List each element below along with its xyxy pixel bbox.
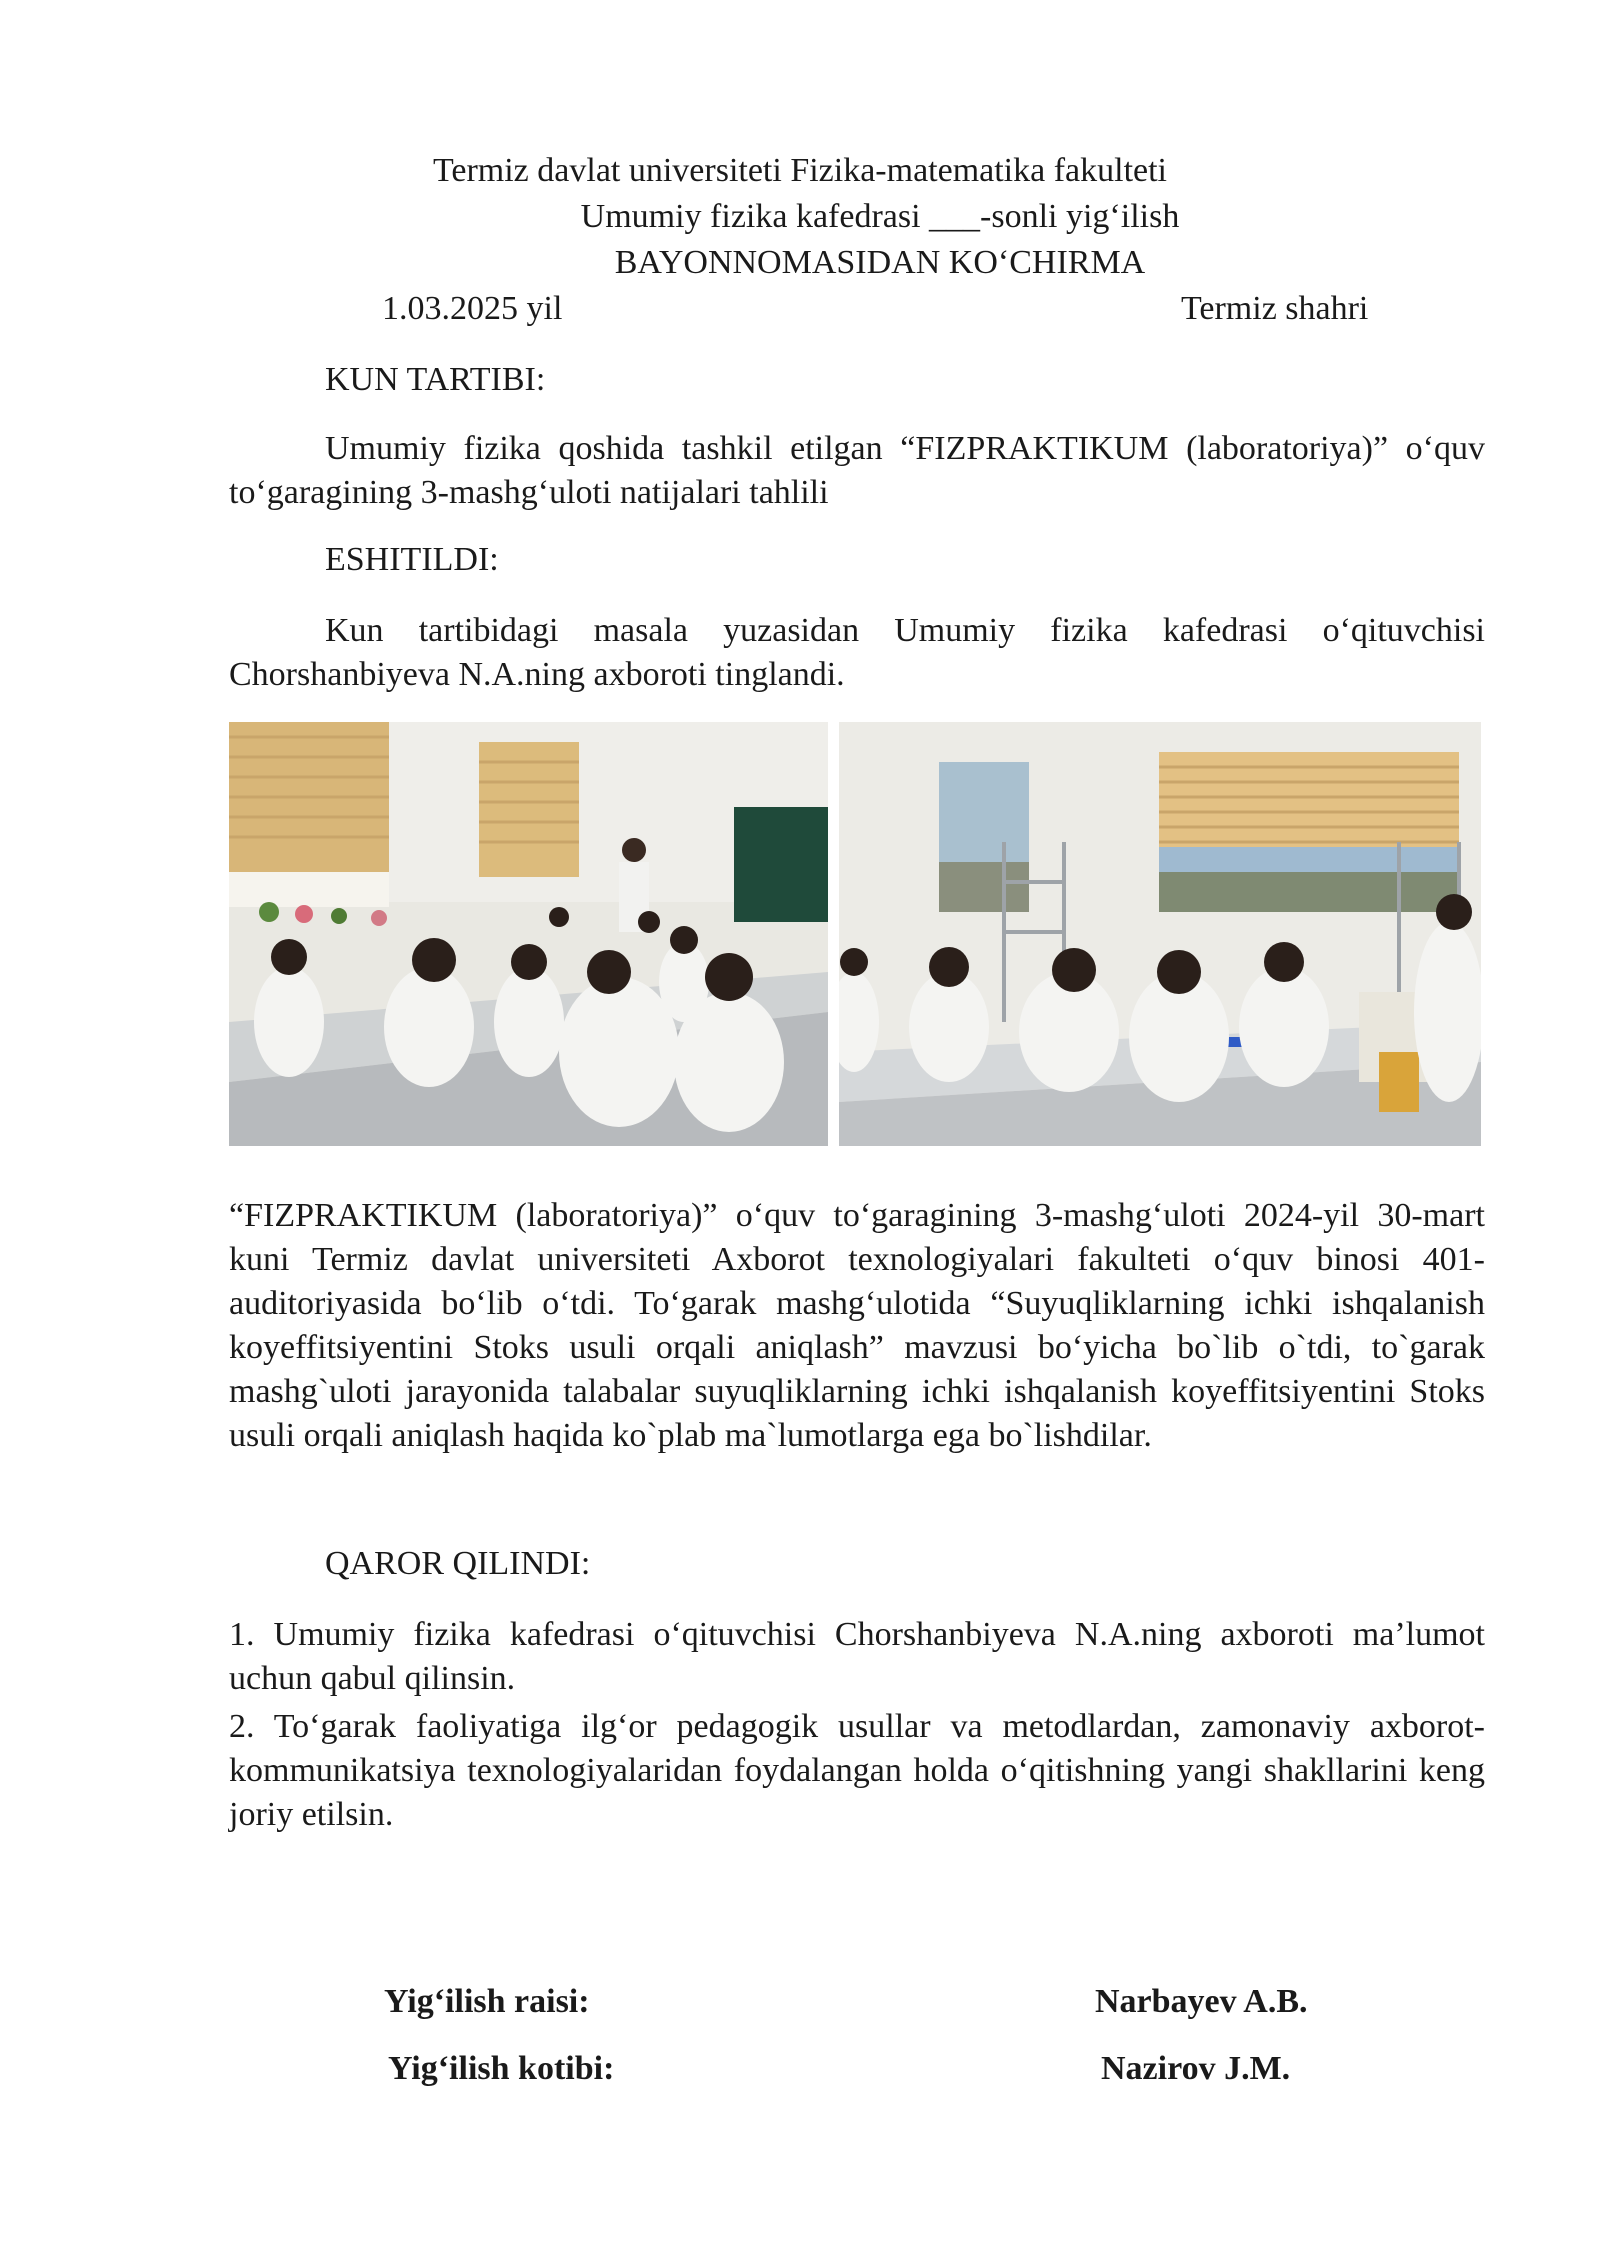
header-line-department: Umumiy fizika kafedrasi ___-sonli yig‘ilish (580, 198, 1180, 235)
heard-text: Kun tartibidagi masala yuzasidan Umumiy fizika kafedrasi o‘qituvchisi Chorshanbiyeva N.A.ning axboroti tinglandi. (229, 612, 1485, 693)
agenda-text: Umumiy fizika qoshida tashkil etilgan “FIZPRAKTIKUM (laboratoriya)” o‘quv to‘garagining 3-mashg‘uloti natijalari tahlili (229, 430, 1485, 511)
classroom-photo-left (229, 722, 828, 1146)
document-date: 1.03.2025 yil (382, 290, 563, 327)
agenda-heading: KUN TARTIBI: (325, 361, 546, 398)
decision-heading: QAROR QILINDI: (325, 1545, 591, 1582)
document-title: BAYONNOMASIDAN KO‘CHIRMA (614, 244, 1146, 281)
heard-heading: ESHITILDI: (325, 541, 499, 578)
header-line-university: Termiz davlat universiteti Fizika-matematika fakulteti (432, 152, 1168, 189)
secretary-name: Nazirov J.M. (1101, 2050, 1291, 2087)
decision-item-1: 1. Umumiy fizika kafedrasi o‘qituvchisi Chorshanbiyeva N.A.ning axboroti ma’lumot uchun qabul qilinsin. (229, 1616, 1485, 1697)
chair-label: Yig‘ilish raisi: (384, 1983, 590, 2020)
body-paragraph: “FIZPRAKTIKUM (laboratoriya)” o‘quv to‘garagining 3-mashg‘uloti 2024-yil 30-mart kuni Termiz davlat universiteti Axborot texnologiyalari fakulteti o‘quv binosi 401-auditoriyasida bo‘lib o‘tdi. To‘garak mashg‘ulotida “Suyuqliklarning ichki ishqalanish koyeffitsiyentini Stoks usuli orqali aniqlash” mavzusi bo‘yicha bo`lib o`tdi, to`garak mashg`uloti jarayonida talabalar suyuqliklarning ichki ishqalanish koyeffitsiyentini Stoks usuli orqali aniqlash haqida ko`plab ma`lumotlarga ega bo`lishdilar. (229, 1197, 1485, 1454)
document-city: Termiz shahri (1181, 290, 1369, 327)
chair-name: Narbayev A.B. (1095, 1983, 1308, 2020)
decision-item-2: 2. To‘garak faoliyatiga ilg‘or pedagogik usullar va metodlardan, zamonaviy axborot-kommunikatsiya texnologiyalaridan foydalangan holda o‘qitishning yangi shakllarini keng joriy etilsin. (229, 1708, 1485, 1833)
secretary-label: Yig‘ilish kotibi: (388, 2050, 615, 2087)
classroom-photo-right (839, 722, 1481, 1146)
